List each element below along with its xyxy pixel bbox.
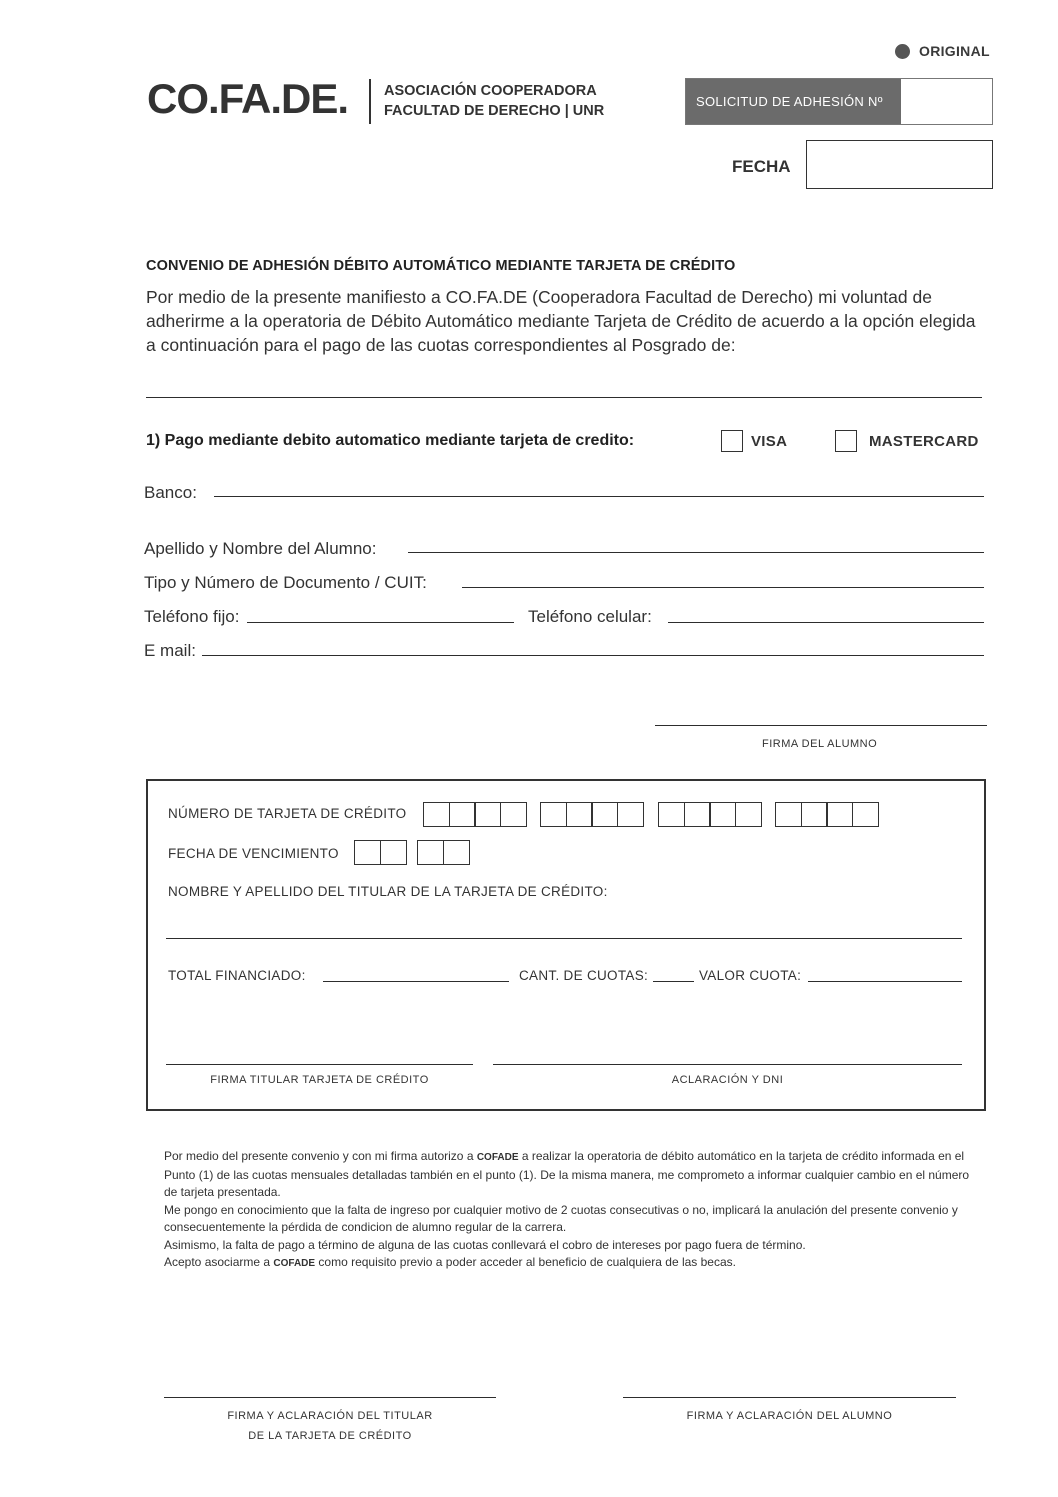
cofade-brand: COFADE bbox=[476, 1152, 519, 1163]
association-name: ASOCIACIÓN COOPERADORA bbox=[384, 83, 597, 99]
visa-label: VISA bbox=[751, 433, 788, 450]
mastercard-checkbox[interactable] bbox=[835, 430, 857, 452]
expiry-digit-box[interactable] bbox=[380, 840, 407, 865]
card-digit-box[interactable] bbox=[540, 802, 567, 827]
documento-field[interactable] bbox=[462, 587, 984, 588]
telefono-celular-label: Teléfono celular: bbox=[528, 607, 652, 626]
card-digit-box[interactable] bbox=[735, 802, 762, 827]
solicitud-number-box[interactable] bbox=[685, 78, 993, 125]
posgrado-field-line[interactable] bbox=[146, 397, 982, 398]
agreement-title: CONVENIO DE ADHESIÓN DÉBITO AUTOMÁTICO MEDIANTE TARJETA DE CRÉDITO bbox=[146, 258, 736, 274]
expiry-month-group bbox=[354, 840, 405, 865]
card-digit-box[interactable] bbox=[474, 802, 501, 827]
card-digit-box[interactable] bbox=[591, 802, 618, 827]
signature-titular-label bbox=[164, 1406, 496, 1446]
email-label: E mail: bbox=[144, 641, 196, 660]
telefono-fijo-field[interactable] bbox=[247, 622, 514, 623]
firma-titular-label: FIRMA TITULAR TARJETA DE CRÉDITO bbox=[210, 1074, 429, 1086]
original-label: ORIGINAL bbox=[919, 43, 990, 59]
signature-titular-line[interactable] bbox=[164, 1397, 496, 1398]
legal-paragraph bbox=[164, 1148, 974, 1202]
legal-paragraph: Me pongo en conocimiento que la falta de ingreso por cualquier motivo de 2 cuotas consecutivas o no, implicará la anulación del presente convenio y consecuentemente la pérdida de condicion de alumno regular de la carrera. bbox=[164, 1202, 958, 1234]
firma-alumno-line[interactable] bbox=[655, 725, 987, 726]
card-number-group-4 bbox=[775, 802, 877, 827]
nombre-alumno-field[interactable] bbox=[408, 552, 984, 553]
expiry-year-group bbox=[417, 840, 468, 865]
card-digit-box[interactable] bbox=[566, 802, 593, 827]
signature-alumno-line[interactable] bbox=[623, 1397, 956, 1398]
card-digit-box[interactable] bbox=[423, 802, 450, 827]
telefono-celular-field[interactable] bbox=[668, 622, 984, 623]
card-number-label: NÚMERO DE TARJETA DE CRÉDITO bbox=[168, 806, 407, 821]
faculty-name: FACULTAD DE DERECHO | UNR bbox=[384, 103, 605, 119]
expiry-digit-box[interactable] bbox=[443, 840, 470, 865]
agreement-intro: Por medio de la presente manifiesto a CO.FA.DE (Cooperadora Facultad de Derecho) mi voluntad de adherirme a la operatoria de Débito Automático mediante Tarjeta de Crédito de acuerdo a la opción elegida a continuación para el pago de las cuotas correspondientes al Posgrado de: bbox=[146, 287, 976, 355]
documento-label: Tipo y Número de Documento / CUIT: bbox=[144, 573, 427, 592]
cofade-brand: COFADE bbox=[273, 1258, 316, 1269]
card-digit-box[interactable] bbox=[709, 802, 736, 827]
card-digit-box[interactable] bbox=[775, 802, 802, 827]
card-number-group-3 bbox=[658, 802, 760, 827]
total-financiado-field[interactable] bbox=[323, 981, 509, 982]
legal-text: como requisito previo a poder acceder al beneficio de cualquiera de las becas. bbox=[315, 1255, 736, 1269]
card-digit-box[interactable] bbox=[801, 802, 828, 827]
valor-cuota-field[interactable] bbox=[808, 981, 962, 982]
credit-card-section bbox=[146, 779, 986, 1111]
legal-text: Por medio del presente convenio y con mi firma autorizo a bbox=[164, 1149, 477, 1163]
card-digit-box[interactable] bbox=[658, 802, 685, 827]
signature-alumno-label: FIRMA Y ACLARACIÓN DEL ALUMNO bbox=[686, 1410, 893, 1422]
cofade-logo: CO.FA.DE. bbox=[147, 75, 349, 122]
valor-cuota-label: VALOR CUOTA: bbox=[699, 968, 802, 983]
firma-alumno-label: FIRMA DEL ALUMNO bbox=[762, 738, 878, 750]
legal-text: Acepto asociarme a bbox=[164, 1255, 274, 1269]
solicitud-label: SOLICITUD DE ADHESIÓN Nº bbox=[686, 79, 901, 124]
cardholder-name-label: NOMBRE Y APELLIDO DEL TITULAR DE LA TARJETA DE CRÉDITO: bbox=[168, 884, 608, 899]
expiry-label: FECHA DE VENCIMIENTO bbox=[168, 846, 339, 861]
nombre-alumno-label: Apellido y Nombre del Alumno: bbox=[144, 539, 377, 558]
card-digit-box[interactable] bbox=[449, 802, 476, 827]
expiry-digit-box[interactable] bbox=[354, 840, 381, 865]
firma-titular-line[interactable] bbox=[166, 1064, 473, 1065]
visa-checkbox[interactable] bbox=[721, 430, 743, 452]
fecha-label: FECHA bbox=[732, 157, 791, 176]
email-field[interactable] bbox=[202, 655, 984, 656]
total-financiado-label: TOTAL FINANCIADO: bbox=[168, 968, 306, 983]
cuotas-label: CANT. DE CUOTAS: bbox=[519, 968, 649, 983]
signature-titular-label-line2: DE LA TARJETA DE CRÉDITO bbox=[248, 1430, 412, 1442]
aclaracion-dni-label: ACLARACIÓN Y DNI bbox=[671, 1074, 784, 1086]
mastercard-label: MASTERCARD bbox=[869, 433, 979, 450]
card-digit-box[interactable] bbox=[500, 802, 527, 827]
legal-paragraph: Asimismo, la falta de pago a término de alguna de las cuotas conllevará el cobro de intereses por pago fuera de término. bbox=[164, 1237, 806, 1252]
cardholder-name-field[interactable] bbox=[166, 938, 962, 939]
card-digit-box[interactable] bbox=[617, 802, 644, 827]
card-number-group-2 bbox=[540, 802, 642, 827]
fecha-field[interactable] bbox=[806, 140, 993, 189]
telefono-fijo-label: Teléfono fijo: bbox=[144, 607, 240, 626]
cuotas-field[interactable] bbox=[653, 981, 694, 982]
card-digit-box[interactable] bbox=[684, 802, 711, 827]
card-digit-box[interactable] bbox=[852, 802, 879, 827]
original-dot-icon bbox=[895, 44, 910, 59]
aclaracion-dni-line[interactable] bbox=[493, 1064, 962, 1065]
legal-terms bbox=[164, 1148, 974, 1273]
signature-titular-label-line1: FIRMA Y ACLARACIÓN DEL TITULAR bbox=[227, 1410, 433, 1422]
banco-field[interactable] bbox=[214, 496, 984, 497]
card-digit-box[interactable] bbox=[826, 802, 853, 827]
banco-label: Banco: bbox=[144, 483, 197, 502]
logo-divider bbox=[369, 79, 371, 124]
payment-option-label: 1) Pago mediante debito automatico mediante tarjeta de credito: bbox=[146, 432, 635, 449]
expiry-digit-box[interactable] bbox=[417, 840, 444, 865]
card-number-group-1 bbox=[423, 802, 525, 827]
legal-paragraph bbox=[164, 1254, 974, 1273]
legal-text: a realizar la operatoria de débito automático en la tarjeta de crédito informada en el Punto (1) de las cuotas mensuales detalladas también en el punto (1). De la misma manera, me comprometo a informar cualquier cambio en el número de tarjeta presentada. bbox=[164, 1149, 970, 1199]
